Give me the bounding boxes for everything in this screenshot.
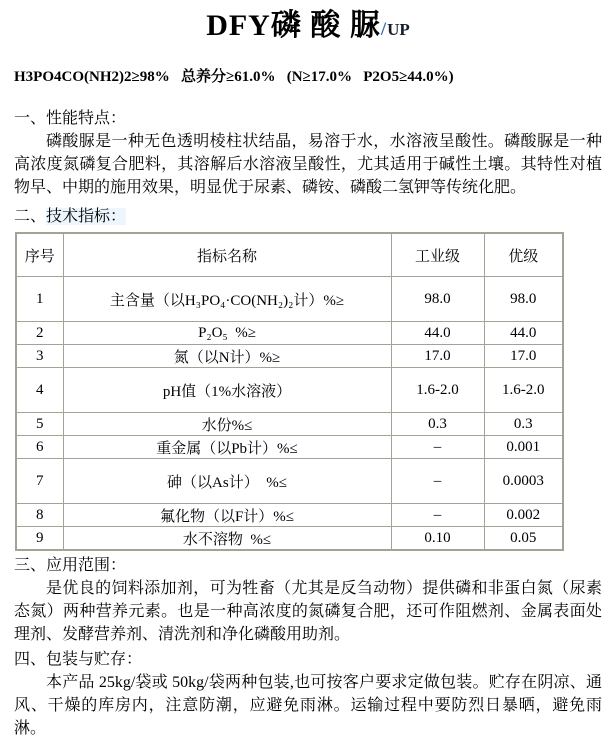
section-tech-heading-label: 技术指标： [46, 208, 127, 225]
cell-name: 氮（以N计）%≥ [63, 345, 391, 368]
cell-industrial: 0.10 [391, 527, 484, 551]
table-row [16, 277, 563, 322]
cell-premium: 0.001 [484, 436, 563, 459]
cell-premium: 1.6-2.0 [484, 368, 563, 413]
formula-line: H3PO4CO(NH2)2≥98% 总养分≥61.0% (N≥17.0% P2O5≥44.0%) [14, 69, 454, 85]
cell-industrial: 98.0 [391, 277, 484, 322]
table-row [16, 459, 563, 504]
header-industrial: 工业级 [391, 233, 484, 277]
cell-no: 7 [16, 459, 63, 504]
cell-name: 水不溶物 %≤ [63, 527, 391, 551]
cell-industrial: – [391, 459, 484, 504]
header-premium: 优级 [484, 233, 563, 277]
cell-premium: 0.3 [484, 413, 563, 436]
table-row [16, 527, 563, 551]
title-suffix: UP [387, 20, 410, 39]
header-no: 序号 [16, 233, 63, 277]
cell-no: 6 [16, 436, 63, 459]
cell-premium: 0.05 [484, 527, 563, 551]
cell-industrial: 1.6-2.0 [391, 368, 484, 413]
title-main: DFY磷 酸 脲 [206, 9, 381, 42]
cell-industrial: 17.0 [391, 345, 484, 368]
cell-name: pH值（1%水溶液） [63, 368, 391, 413]
cell-industrial: 0.3 [391, 413, 484, 436]
cell-premium: 0.0003 [484, 459, 563, 504]
section-tech-heading [14, 205, 602, 228]
header-name: 指标名称 [63, 233, 391, 277]
section-packaging-heading: 四、包装与贮存： [14, 651, 143, 668]
cell-name: 砷（以As计） %≤ [63, 459, 391, 504]
cell-name: 重金属（以Pb计）%≤ [63, 436, 391, 459]
cell-premium: 0.002 [484, 504, 563, 527]
cell-name: P₂O₅ %≥ [63, 322, 391, 345]
cell-industrial: – [391, 504, 484, 527]
technical-specs-table [15, 232, 564, 551]
title-slash: / [380, 19, 388, 40]
cell-industrial: 44.0 [391, 322, 484, 345]
table-row [16, 436, 563, 459]
table-row [16, 504, 563, 527]
page-title [14, 5, 602, 51]
table-row [16, 345, 563, 368]
cell-name: 主含量（以H₃PO₄·CO(NH₂)₂计）%≥ [63, 277, 391, 322]
cell-industrial: – [391, 436, 484, 459]
section-performance-heading: 一、性能特点： [14, 110, 127, 127]
cell-name: 氟化物（以F计）%≤ [63, 504, 391, 527]
table-row [16, 322, 563, 345]
cell-premium: 44.0 [484, 322, 563, 345]
table-row [16, 413, 563, 436]
cell-no: 2 [16, 322, 63, 345]
cell-no: 8 [16, 504, 63, 527]
cell-no: 4 [16, 368, 63, 413]
cell-premium: 98.0 [484, 277, 563, 322]
table-header-row [16, 233, 563, 277]
cell-name: 水份%≤ [63, 413, 391, 436]
cell-no: 3 [16, 345, 63, 368]
cell-premium: 17.0 [484, 345, 563, 368]
section-application-heading: 三、应用范围： [14, 557, 127, 574]
cell-no: 9 [16, 527, 63, 551]
table-row [16, 368, 563, 413]
cell-no: 1 [16, 277, 63, 322]
section-tech-heading-prefix: 二、 [14, 208, 47, 225]
cell-no: 5 [16, 413, 63, 436]
section-packaging-body: 本产品 25kg/袋或 50kg/袋两种包装,也可按客户要求定做包装。贮存在阴凉、通风、干燥的库房内，注意防潮，应避免雨淋。运输过程中要防烈日暴晒，避免雨淋。 [14, 674, 602, 737]
section-application-body: 是优良的饲料添加剂，可为牲畜（尤其是反刍动物）提供磷和非蛋白氮（尿素态氮）两种营养元素。也是一种高浓度的氮磷复合肥，还可作阻燃剂、金属表面处理剂、发酵营养剂、清洗剂和净化磷酸用助剂。 [14, 580, 602, 643]
section-performance-body: 磷酸脲是一种无色透明棱柱状结晶，易溶于水，水溶液呈酸性。磷酸脲是一种高浓度氮磷复合肥料，其溶解后水溶液呈酸性，尤其适用于碱性土壤。其特性对植物早、中期的施用效果，明显优于尿素、磷铵、磷酸二氢钾等传统化肥。 [14, 133, 602, 196]
